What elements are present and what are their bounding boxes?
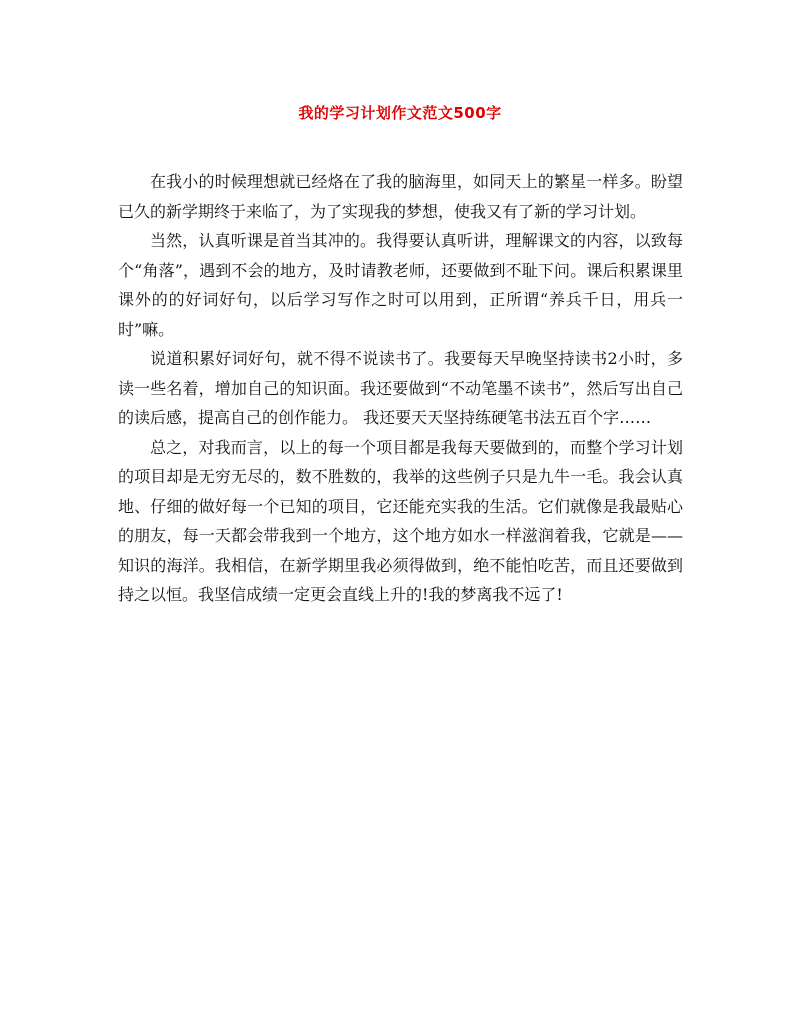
paragraph-2: 当然，认真听课是首当其冲的。我得要认真听讲，理解课文的内容，以致每个“角落”，遇到不会的地方，及时请教老师，还要做到不耻下问。课后积累课里课外的的好词好句，以后学习写作之时可以用到，正所谓“养兵千日，用兵一时”嘛。 [118,231,683,339]
paragraph-4: 总之，对我而言，以上的每一个项目都是我每天要做到的，而整个学习计划的项目却是无穷无尽的，数不胜数的，我举的这些例子只是九牛一毛。我会认真地、仔细的做好每一个已知的项目，它还能充实我的生活。它们就像是我最贴心的朋友，每一天都会带我到一个地方，这个地方如水一样滋润着我，它就是——知识的海洋。我相信，在新学期里我必须得做到，绝不能怕吃苦，而且还要做到持之以恒。我坚信成绩一定更会直线上升的!我的梦离我不远了! [118,437,683,604]
document-body [118,167,683,610]
document-title: 我的学习计划作文范文500字 [298,104,502,122]
paragraph-1: 在我小的时候理想就已经烙在了我的脑海里，如同天上的繁星一样多。盼望已久的新学期终于来临了，为了实现我的梦想，使我又有了新的学习计划。 [118,172,683,221]
paragraph-3: 说道积累好词好句，就不得不说读书了。我要每天早晚坚持读书2小时，多读一些名着，增加自己的知识面。我还要做到“不动笔墨不读书”，然后写出自己的读后感，提高自己的创作能力。 我还要天天坚持练硬笔书法五百个字…… [118,349,683,427]
